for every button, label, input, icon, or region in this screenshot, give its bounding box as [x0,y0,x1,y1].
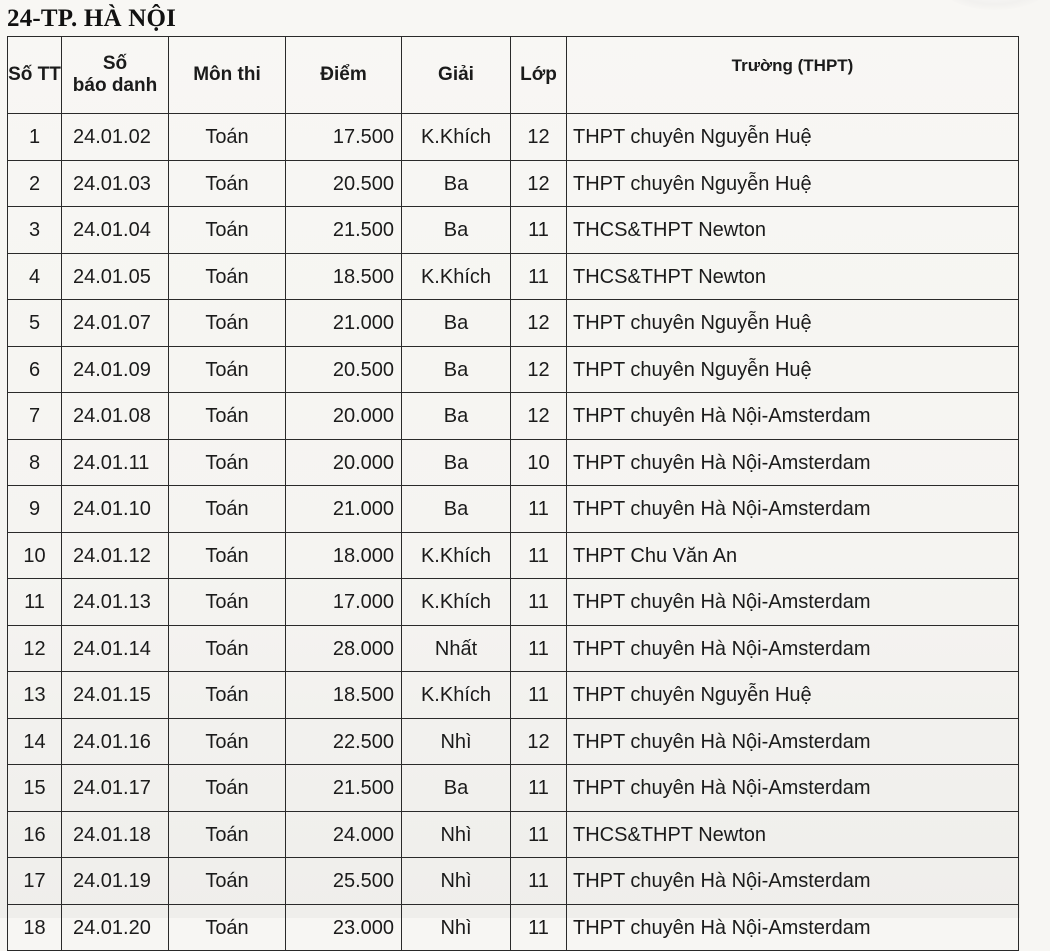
cell-mon-thi: Toán [169,718,286,765]
cell-truong: THPT chuyên Hà Nội-Amsterdam [567,486,1019,533]
cell-truong: THPT chuyên Hà Nội-Amsterdam [567,904,1019,951]
cell-mon-thi: Toán [169,439,286,486]
cell-stt: 16 [8,811,62,858]
cell-truong: THPT chuyên Nguyễn Huệ [567,114,1019,161]
cell-diem: 18.500 [286,253,402,300]
cell-so-bao-danh: 24.01.13 [62,579,169,626]
cell-stt: 1 [8,114,62,161]
header-lop: Lớp [511,37,567,114]
cell-lop: 11 [511,532,567,579]
cell-stt: 13 [8,672,62,719]
cell-giai: K.Khích [402,579,511,626]
table-row [8,718,1019,765]
cell-diem: 17.000 [286,579,402,626]
cell-lop: 11 [511,672,567,719]
cell-so-bao-danh: 24.01.08 [62,393,169,440]
cell-so-bao-danh: 24.01.11 [62,439,169,486]
header-giai: Giải [402,37,511,114]
header-sbd-line1: Số [102,53,128,74]
cell-truong: THPT chuyên Hà Nội-Amsterdam [567,858,1019,905]
header-truong: Trường (THPT) [567,37,1019,114]
cell-diem: 21.000 [286,486,402,533]
cell-lop: 11 [511,625,567,672]
cell-stt: 12 [8,625,62,672]
cell-lop: 11 [511,858,567,905]
cell-truong: THPT chuyên Nguyễn Huệ [567,300,1019,347]
cell-lop: 12 [511,300,567,347]
cell-truong: THPT chuyên Hà Nội-Amsterdam [567,393,1019,440]
cell-so-bao-danh: 24.01.15 [62,672,169,719]
table-row [8,300,1019,347]
cell-stt: 15 [8,765,62,812]
header-row [8,37,1019,114]
cell-giai: K.Khích [402,672,511,719]
cell-giai: Nhì [402,858,511,905]
table-row [8,532,1019,579]
cell-so-bao-danh: 24.01.16 [62,718,169,765]
table-row [8,579,1019,626]
cell-giai: Ba [402,346,511,393]
table-row [8,160,1019,207]
cell-mon-thi: Toán [169,114,286,161]
cell-truong: THPT chuyên Hà Nội-Amsterdam [567,439,1019,486]
cell-so-bao-danh: 24.01.09 [62,346,169,393]
cell-stt: 8 [8,439,62,486]
cell-truong: THPT chuyên Nguyễn Huệ [567,346,1019,393]
cell-mon-thi: Toán [169,253,286,300]
header-sbd [62,37,169,114]
cell-lop: 12 [511,346,567,393]
cell-truong: THPT chuyên Hà Nội-Amsterdam [567,765,1019,812]
cell-lop: 11 [511,253,567,300]
cell-lop: 11 [511,207,567,254]
cell-diem: 28.000 [286,625,402,672]
cell-truong: THPT chuyên Hà Nội-Amsterdam [567,579,1019,626]
cell-diem: 20.000 [286,393,402,440]
table-row [8,811,1019,858]
cell-giai: Nhì [402,904,511,951]
cell-stt: 10 [8,532,62,579]
cell-stt: 6 [8,346,62,393]
cell-giai: Ba [402,300,511,347]
cell-giai: Ba [402,439,511,486]
cell-diem: 17.500 [286,114,402,161]
table-row [8,625,1019,672]
table-row [8,672,1019,719]
cell-mon-thi: Toán [169,579,286,626]
cell-so-bao-danh: 24.01.02 [62,114,169,161]
header-stt: Số TT [8,37,62,114]
cell-mon-thi: Toán [169,346,286,393]
cell-so-bao-danh: 24.01.14 [62,625,169,672]
cell-so-bao-danh: 24.01.07 [62,300,169,347]
cell-so-bao-danh: 24.01.17 [62,765,169,812]
cell-truong: THPT Chu Văn An [567,532,1019,579]
cell-mon-thi: Toán [169,858,286,905]
cell-so-bao-danh: 24.01.03 [62,160,169,207]
cell-giai: Ba [402,207,511,254]
cell-lop: 12 [511,718,567,765]
province-heading: 24-TP. HÀ NỘI [7,5,177,32]
cell-mon-thi: Toán [169,532,286,579]
cell-truong: THPT chuyên Nguyễn Huệ [567,160,1019,207]
cell-stt: 9 [8,486,62,533]
results-table [7,36,1019,951]
table-body [8,114,1019,951]
table-row [8,207,1019,254]
cell-lop: 12 [511,393,567,440]
cell-giai: Nhì [402,811,511,858]
cell-so-bao-danh: 24.01.12 [62,532,169,579]
cell-lop: 11 [511,486,567,533]
cell-lop: 10 [511,439,567,486]
cell-mon-thi: Toán [169,160,286,207]
cell-giai: Nhì [402,718,511,765]
table-row [8,114,1019,161]
cell-mon-thi: Toán [169,486,286,533]
cell-diem: 18.000 [286,532,402,579]
cell-diem: 20.500 [286,346,402,393]
cell-lop: 11 [511,811,567,858]
cell-giai: Nhất [402,625,511,672]
cell-lop: 12 [511,160,567,207]
cell-giai: K.Khích [402,532,511,579]
table-row [8,904,1019,951]
cell-stt: 11 [8,579,62,626]
cell-giai: K.Khích [402,253,511,300]
cell-mon-thi: Toán [169,904,286,951]
cell-giai: Ba [402,486,511,533]
table-row [8,486,1019,533]
cell-truong: THPT chuyên Nguyễn Huệ [567,672,1019,719]
cell-diem: 23.000 [286,904,402,951]
cell-diem: 20.500 [286,160,402,207]
cell-mon-thi: Toán [169,207,286,254]
cell-diem: 21.500 [286,207,402,254]
cell-diem: 22.500 [286,718,402,765]
cell-truong: THCS&THPT Newton [567,253,1019,300]
cell-lop: 11 [511,904,567,951]
table-row [8,858,1019,905]
cell-mon-thi: Toán [169,625,286,672]
cell-stt: 7 [8,393,62,440]
cell-giai: Ba [402,393,511,440]
cell-lop: 11 [511,579,567,626]
cell-mon-thi: Toán [169,300,286,347]
cell-stt: 2 [8,160,62,207]
table-row [8,346,1019,393]
cell-diem: 21.000 [286,300,402,347]
cell-stt: 3 [8,207,62,254]
table-row [8,253,1019,300]
cell-so-bao-danh: 24.01.19 [62,858,169,905]
page-corner-shadow [940,0,1050,10]
cell-stt: 14 [8,718,62,765]
cell-stt: 4 [8,253,62,300]
cell-so-bao-danh: 24.01.20 [62,904,169,951]
cell-so-bao-danh: 24.01.04 [62,207,169,254]
cell-truong: THPT chuyên Hà Nội-Amsterdam [567,718,1019,765]
cell-diem: 24.000 [286,811,402,858]
cell-truong: THPT chuyên Hà Nội-Amsterdam [567,625,1019,672]
cell-stt: 17 [8,858,62,905]
table-header [8,37,1019,114]
table-row [8,765,1019,812]
cell-mon-thi: Toán [169,765,286,812]
cell-mon-thi: Toán [169,672,286,719]
cell-diem: 25.500 [286,858,402,905]
table-row [8,439,1019,486]
table-row [8,393,1019,440]
cell-giai: Ba [402,765,511,812]
header-mon-thi: Môn thi [169,37,286,114]
cell-giai: K.Khích [402,114,511,161]
cell-diem: 21.500 [286,765,402,812]
cell-diem: 18.500 [286,672,402,719]
cell-mon-thi: Toán [169,393,286,440]
header-diem: Điểm [286,37,402,114]
cell-so-bao-danh: 24.01.05 [62,253,169,300]
header-sbd-line2: báo danh [72,75,158,96]
cell-so-bao-danh: 24.01.10 [62,486,169,533]
cell-giai: Ba [402,160,511,207]
cell-lop: 12 [511,114,567,161]
cell-truong: THCS&THPT Newton [567,811,1019,858]
cell-stt: 18 [8,904,62,951]
cell-diem: 20.000 [286,439,402,486]
cell-truong: THCS&THPT Newton [567,207,1019,254]
cell-lop: 11 [511,765,567,812]
cell-stt: 5 [8,300,62,347]
cell-mon-thi: Toán [169,811,286,858]
cell-so-bao-danh: 24.01.18 [62,811,169,858]
